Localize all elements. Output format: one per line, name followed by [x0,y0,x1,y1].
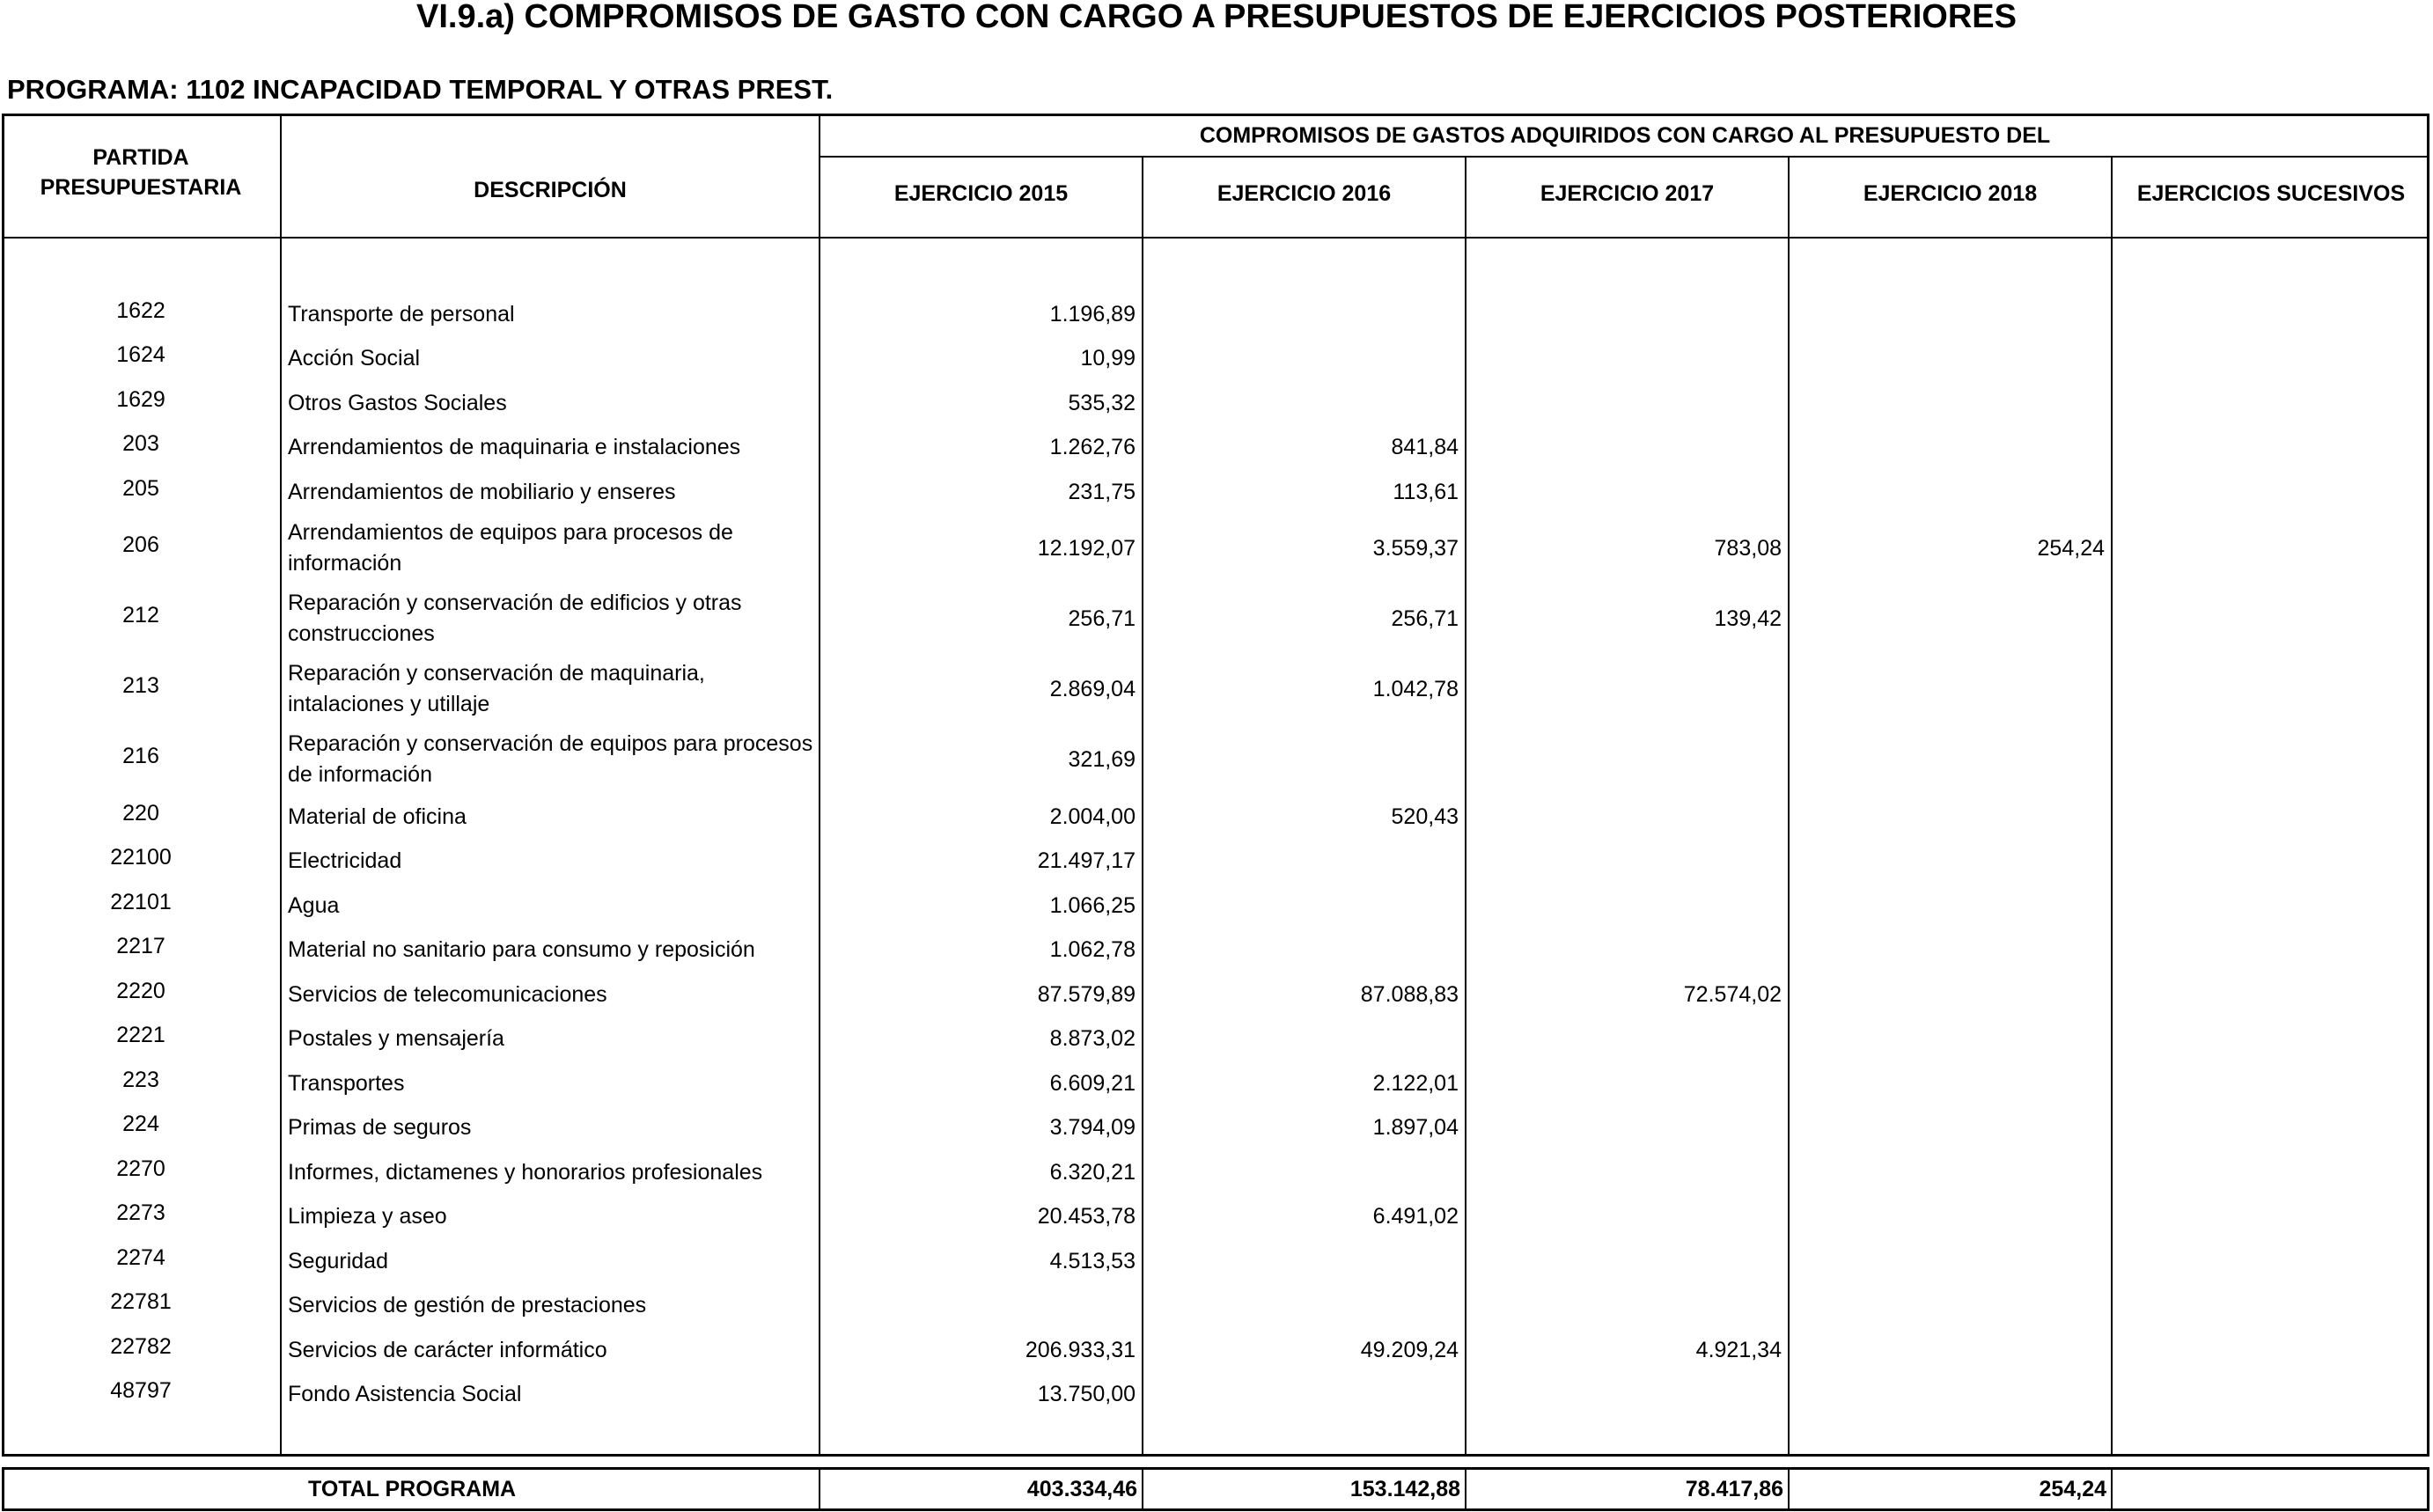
row-value: 1.897,04 [1372,1114,1459,1140]
row-code: 22101 [110,889,172,914]
row-description: Agua [288,892,340,918]
total-2015: 403.334,46 [1026,1476,1137,1501]
row-value [1143,1376,1459,1412]
row-value [1143,297,1459,332]
row-code: 22782 [110,1333,172,1359]
row-value: 2.004,00 [1049,804,1136,829]
row-value: 1.066,25 [1049,892,1136,918]
row-value: 13.750,00 [1037,1381,1136,1406]
row-value: 1.196,89 [1049,301,1136,327]
row-value [1790,1332,2105,1368]
row-value [1466,843,1782,878]
row-code: 206 [122,532,159,557]
row-value: 6.609,21 [1049,1070,1136,1096]
row-description: Otros Gastos Sociales [288,390,507,415]
row-value [2113,1288,2428,1323]
row-code: 2270 [116,1156,165,1181]
row-value [2113,1110,2428,1145]
row-value: 139,42 [1714,606,1782,631]
row-code: 220 [122,800,159,826]
header-year-2016: EJERCICIO 2016 [1216,181,1392,206]
row-value [2113,1376,2428,1412]
row-code: 203 [122,430,159,456]
row-value [1790,385,2105,421]
row-value: 206.933,31 [1025,1337,1136,1362]
row-value [2113,341,2428,376]
row-value: 20.453,78 [1037,1203,1136,1229]
row-description: Informes, dictamenes y honorarios profesionales [288,1159,763,1185]
total-2018: 254,24 [2039,1476,2106,1501]
row-value [2113,932,2428,967]
row-code: 2273 [116,1200,165,1225]
row-code: 224 [122,1111,159,1136]
row-description: Servicios de carácter informático [288,1337,607,1362]
row-value [1143,1155,1459,1190]
row-value [2113,799,2428,834]
page-title: VI.9.a) COMPROMISOS DE GASTO CON CARGO A PRESUPUESTOS DE EJERCICIOS POSTERIORES [416,0,2017,35]
row-value [1790,1110,2105,1145]
row-value [2113,515,2428,582]
row-description: Fondo Asistencia Social [288,1381,522,1406]
row-value [1466,385,1782,421]
row-value: 231,75 [1068,479,1136,504]
total-label: TOTAL PROGRAMA [308,1476,517,1501]
row-value: 254,24 [2037,535,2105,561]
row-value [1790,656,2105,723]
row-description: Reparación y conservación de maquinaria, intalaciones y utillaje [288,661,705,716]
row-value [1466,726,1782,793]
row-description: Electricidad [288,848,402,873]
program-heading: PROGRAMA: 1102 INCAPACIDAD TEMPORAL Y OTRAS PREST. [7,74,834,105]
row-value [1466,932,1782,967]
row-value [2113,1066,2428,1101]
row-code: 2274 [116,1244,165,1270]
row-value [1143,385,1459,421]
row-value: 1.062,78 [1049,936,1136,962]
row-value [1143,1021,1459,1056]
row-value [1466,656,1782,723]
row-value [1466,341,1782,376]
row-description: Seguridad [288,1248,388,1273]
row-value [1790,1288,2105,1323]
row-value [1790,799,2105,834]
header-years-sucesivos: EJERCICIOS SUCESIVOS [2136,181,2406,206]
row-value: 72.574,02 [1683,981,1782,1007]
row-value [1790,932,2105,967]
row-value [2113,1199,2428,1234]
row-value [1790,1021,2105,1056]
row-value [1466,1066,1782,1101]
row-value [1143,726,1459,793]
row-value [1466,474,1782,510]
row-value [1790,1199,2105,1234]
row-value: 1.262,76 [1049,434,1136,459]
header-partida: PARTIDA PRESUPUESTARIA [40,145,242,200]
row-value [2113,1332,2428,1368]
row-value: 841,84 [1391,434,1459,459]
row-value [2113,656,2428,723]
row-value [1466,1199,1782,1234]
row-value: 2.122,01 [1372,1070,1459,1096]
row-value [2113,888,2428,923]
row-value: 4.921,34 [1695,1337,1782,1362]
row-description: Transportes [288,1070,405,1096]
row-value: 113,61 [1393,479,1459,504]
row-value [2113,1155,2428,1190]
row-code: 1622 [116,297,165,323]
row-description: Primas de seguros [288,1114,472,1140]
row-value: 6.491,02 [1372,1203,1459,1229]
row-value [1466,1110,1782,1145]
row-value [2113,385,2428,421]
header-year-2017: EJERCICIO 2017 [1540,181,1715,206]
row-value [1466,888,1782,923]
row-code: 2221 [116,1022,165,1047]
row-value [1466,1244,1782,1279]
row-value [2113,726,2428,793]
row-code: 205 [122,475,159,501]
row-value: 3.794,09 [1049,1114,1136,1140]
row-code: 1624 [116,341,165,367]
row-code: 1629 [116,386,165,412]
row-value [2113,474,2428,510]
row-value: 535,32 [1068,390,1136,415]
row-value [1790,474,2105,510]
row-value [1790,341,2105,376]
row-value [1466,1376,1782,1412]
row-description: Material de oficina [288,804,467,829]
row-value: 4.513,53 [1049,1248,1136,1273]
row-value [1790,1155,2105,1190]
row-value [2113,297,2428,332]
row-value: 21.497,17 [1037,848,1136,873]
row-code: 223 [122,1067,159,1092]
row-value [2113,1021,2428,1056]
divider [2,237,2429,239]
row-value [1790,977,2105,1012]
row-description: Servicios de telecomunicaciones [288,981,607,1007]
row-description: Reparación y conservación de edificios y otras construcciones [288,591,742,646]
row-value [1466,1021,1782,1056]
row-value [2113,977,2428,1012]
row-description: Arrendamientos de equipos para procesos de información [288,520,733,576]
row-value [1790,585,2105,652]
row-value: 783,08 [1714,535,1782,561]
row-code: 213 [122,672,159,698]
row-value [1790,843,2105,878]
row-description: Material no sanitario para consumo y reposición [288,936,755,962]
row-description: Limpieza y aseo [288,1203,447,1229]
row-value: 321,69 [1068,746,1136,772]
row-code: 22781 [110,1288,172,1314]
row-description: Postales y mensajería [288,1025,504,1051]
total-sucesivos [2113,1467,2425,1511]
row-value: 6.320,21 [1049,1159,1136,1185]
divider [819,156,2429,158]
row-description: Reparación y conservación de equipos para procesos de información [288,731,813,787]
row-value [1790,1066,2105,1101]
total-2016: 153.142,88 [1349,1476,1460,1501]
row-value [1790,297,2105,332]
row-value: 520,43 [1391,804,1459,829]
header-group: COMPROMISOS DE GASTOS ADQUIRIDOS CON CARGO AL PRESUPUESTO DEL [1199,123,2051,148]
row-value [1790,888,2105,923]
row-value [1143,888,1459,923]
row-value: 10,99 [1080,345,1136,371]
row-description: Servicios de gestión de prestaciones [288,1292,647,1317]
row-value [1143,1244,1459,1279]
row-description: Acción Social [288,345,421,371]
row-description: Arrendamientos de mobiliario y enseres [288,479,676,504]
row-description: Transporte de personal [288,301,515,327]
total-2017: 78.417,86 [1685,1476,1783,1501]
row-value [1790,1244,2105,1279]
row-value: 49.209,24 [1360,1337,1459,1362]
row-value: 87.088,83 [1360,981,1459,1007]
row-value [2113,429,2428,465]
row-code: 48797 [110,1377,172,1403]
row-value [820,1288,1136,1323]
header-year-2018: EJERCICIO 2018 [1863,181,2038,206]
row-code: 212 [122,602,159,628]
row-code: 2217 [116,933,165,958]
row-value [2113,1244,2428,1279]
row-value: 8.873,02 [1049,1025,1136,1051]
row-value: 256,71 [1391,606,1459,631]
row-value [1466,1155,1782,1190]
row-value: 256,71 [1068,606,1136,631]
row-code: 2220 [116,978,165,1003]
row-value [1143,341,1459,376]
row-value [1466,1288,1782,1323]
row-value: 2.869,04 [1049,676,1136,701]
row-value [2113,843,2428,878]
row-code: 22100 [110,844,172,870]
row-value [1143,1288,1459,1323]
row-value [1466,297,1782,332]
row-value: 3.559,37 [1372,535,1459,561]
row-value: 87.579,89 [1037,981,1136,1007]
row-value [1790,429,2105,465]
row-description: Arrendamientos de maquinaria e instalaciones [288,434,741,459]
row-value [1143,932,1459,967]
row-value [1790,726,2105,793]
row-value: 1.042,78 [1372,676,1459,701]
row-value [1466,799,1782,834]
divider [280,114,282,1457]
header-descripcion: DESCRIPCIÓN [474,178,627,202]
header-year-2015: EJERCICIO 2015 [893,181,1069,206]
row-value [2113,585,2428,652]
row-value: 12.192,07 [1037,535,1136,561]
row-value [1790,1376,2105,1412]
row-code: 216 [122,743,159,768]
row-value [1466,429,1782,465]
row-value [1143,843,1459,878]
